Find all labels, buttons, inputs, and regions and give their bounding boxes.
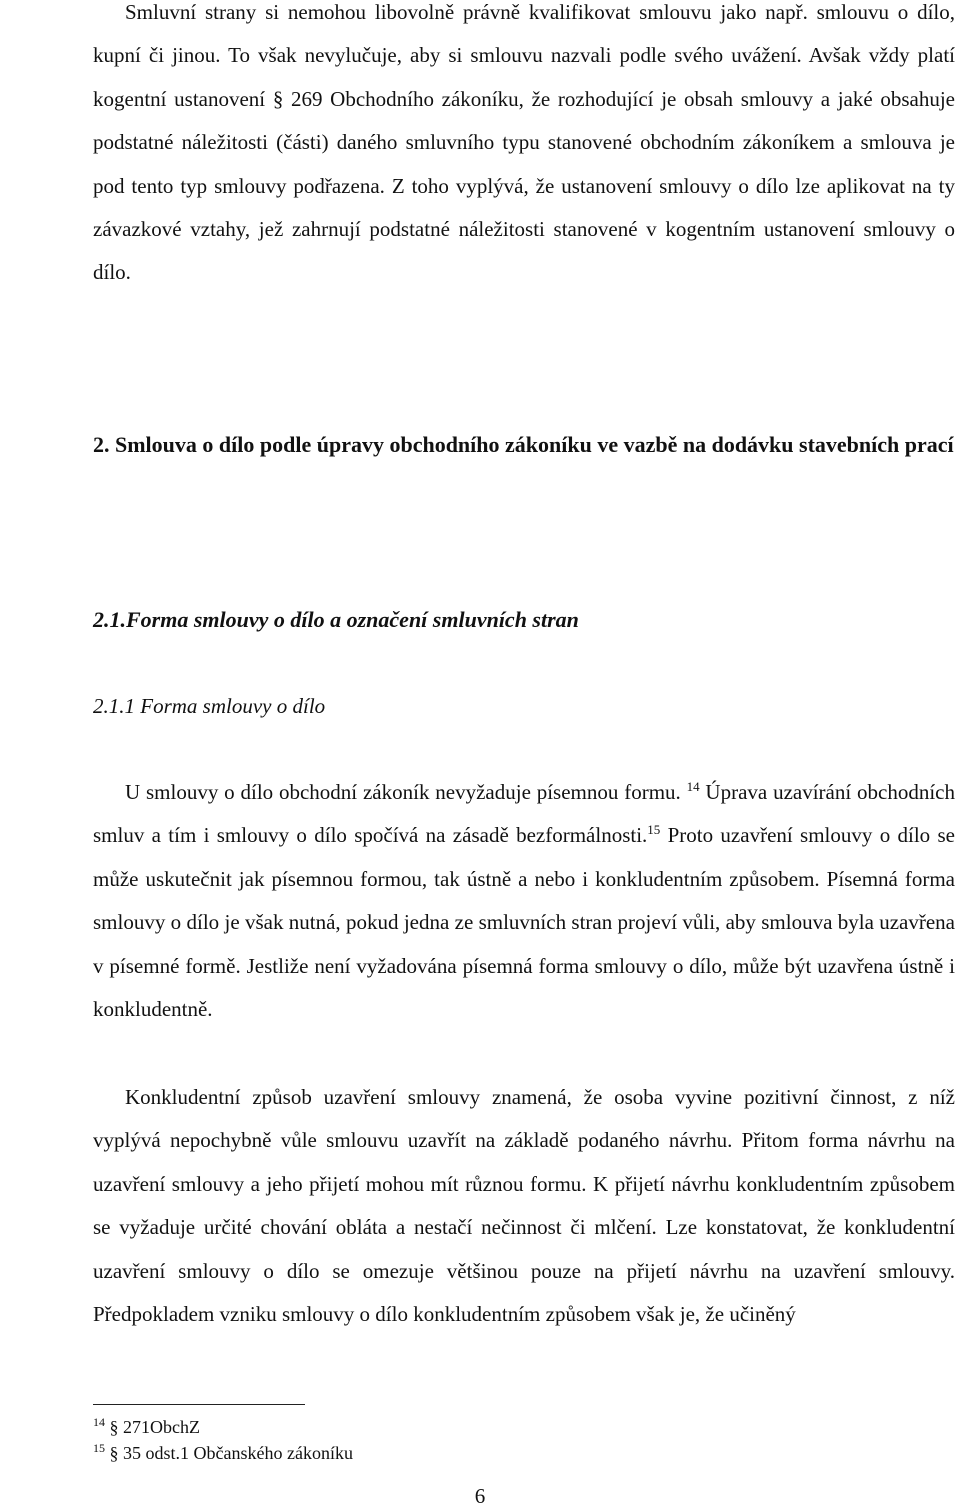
paragraph-2-part-1: U smlouvy o dílo obchodní zákoník nevyžaduje písemnou formu. (125, 780, 681, 804)
paragraph-2-part-2: Úprava uzavírání obchodních smluv a tím i smlouvy o dílo spočívá na zásadě bezformálnosti. (93, 780, 955, 848)
footnote-15 (93, 1440, 353, 1466)
footnote-text: § 35 odst.1 Občanského zákoníku (109, 1443, 353, 1463)
footnote-14 (93, 1414, 353, 1440)
footnote-ref-14: 14 (686, 779, 700, 794)
footnote-number: 15 (93, 1441, 105, 1455)
subsection-heading-2-1: 2.1.Forma smlouvy o dílo a označení smluvních stran (93, 607, 579, 632)
paragraph-3: Konkludentní způsob uzavření smlouvy znamená, že osoba vyvine pozitivní činnost, z níž vyplývá nepochybně vůle smlouvu uzavřít na základě podaného návrhu. Přitom forma návrhu na uzavření smlouvy a jeho přijetí mohou mít různou formu. K přijetí návrhu konkludentním způsobem se vyžaduje určité chování obláta a nestačí nečinnost či mlčení. Lze konstatovat, že konkludentní uzavření smlouvy o dílo se omezuje většinou pouze na přijetí návrhu na uzavření smlouvy. Předpokladem vzniku smlouvy o dílo konkludentním způsobem však je, že učiněný (93, 1085, 955, 1327)
footnote-ref-15: 15 (647, 822, 661, 838)
footnote-number: 14 (93, 1415, 105, 1429)
subsection-heading-2-1-1: 2.1.1 Forma smlouvy o dílo (93, 694, 326, 718)
paragraph-1: Smluvní strany si nemohou libovolně právně kvalifikovat smlouvu jako např. smlouvu o dílo, kupní či jinou. To však nevylučuje, aby si smlouvu nazvali podle svého uvážení. Avšak vždy platí kogentní ustanovení § 269 Obchodního zákoníku, že rozhodující je obsah smlouvy a jaké obsahuje podstatné náležitosti (části) daného smluvního typu stanovené obchodním zákoníkem a smlouva je pod tento typ smlouvy podřazena. Z toho vyplývá, že ustanovení smlouvy o dílo lze aplikovat na ty závazkové vztahy, jež zahrnují podstatné náležitosti stanovené v kogentním ustanovení smlouvy o dílo. (93, 0, 955, 285)
section-heading-2: 2. Smlouva o dílo podle úpravy obchodního zákoníku ve vazbě na dodávku stavebních prací (93, 432, 954, 457)
page-number: 6 (474, 1484, 486, 1508)
footnote-text: § 271ObchZ (109, 1417, 200, 1437)
paragraph-2 (93, 771, 955, 1031)
paragraph-2-part-3: Proto uzavření smlouvy o dílo se může uskutečnit jak písemnou formou, tak ústně a nebo i konkludentním způsobem. Písemná forma smlouvy o dílo je však nutná, pokud jedna ze smluvních stran projeví vůli, aby smlouva byla uzavřena v písemné formě. Jestliže není vyžadována písemná forma smlouvy o dílo, může být uzavřena ústně i konkludentně. (93, 823, 955, 1022)
footnote-separator (93, 1404, 305, 1405)
footnotes (93, 1414, 353, 1466)
